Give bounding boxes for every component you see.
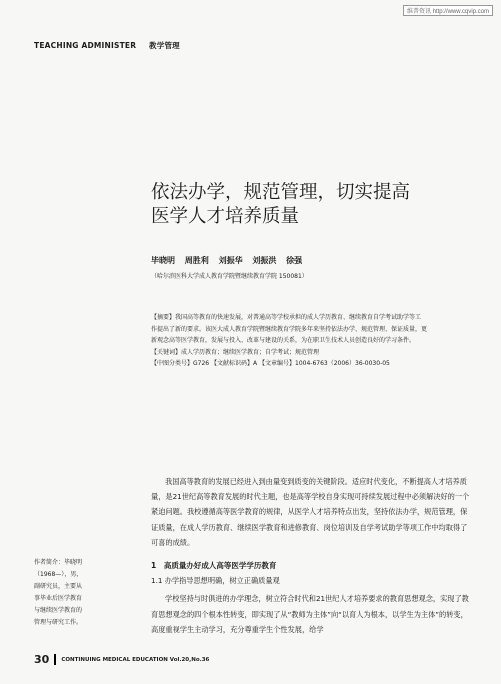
author-note-line: 副研究员，主要从 xyxy=(34,583,83,590)
running-header xyxy=(34,40,180,51)
lead-paragraph: 我国高等教育的发展已经进入到由量变到质变的关键阶段。适应时代变化，不断提高人才培养质量，是21世纪高等教育发展的时代主题，也是高等学校自身实现可持续发展过程中必须解决好的一个紧迫问题。我校遵循高等医学教育的规律，从医学人才培养特点出发，坚持依法办学，规范管理，保证质量，在成人学历教育、继续医学教育和进修教育、岗位培训及自学考试助学等项工作中均取得了可喜的成绩。 xyxy=(151,477,470,547)
author-note xyxy=(34,557,124,629)
abstract-line: 新观念高等医学教育，发展与投入、改革与建设的关系，为在职卫生技术人员创造良好的学习条件。 xyxy=(151,337,416,344)
journal-section-label: TEACHING ADMINISTER xyxy=(34,41,137,50)
watermark-label: 维普资讯 http://www.cqvip.com xyxy=(403,5,493,16)
keywords-line: 【关键词】成人学历教育；继续医学教育；自学考试；规范管理 xyxy=(151,348,320,356)
author-note-line: 管理与研究工作。 xyxy=(34,619,83,626)
title-line: 依法办学，规范管理，切实提高 xyxy=(151,182,411,203)
article-title xyxy=(151,181,410,229)
author-list: 毕晓明 周胜利 刘振华 刘振洪 徐强 xyxy=(151,256,303,265)
abstract-line: 【摘要】我国高等教育的快速发展，对普通高等学校承担的成人学历教育、继续教育自学考试助学等工 xyxy=(151,314,422,321)
classification-line: 【中图分类号】G726 【文献标识码】A 【文章编号】1004-6763（2006）36-0030-05 xyxy=(151,360,390,367)
footer-journal-label: CONTINUING MEDICAL EDUCATION Vol.20,No.36 xyxy=(61,656,210,663)
author-note-line: 与继续医学教育的 xyxy=(34,607,83,614)
page-number: 30 xyxy=(34,653,50,666)
body-paragraph: 学校坚持与时俱进的办学理念，树立符合时代和21世纪人才培养要求的教育思想观念，实现了教育思想观念的四个根本性转变，即实现了从“教师为主体”向“以育人为根本，以学生为主体”的转变，高度重视学生主动学习，充分尊重学生个性发展，给学 xyxy=(151,594,469,635)
footer-divider xyxy=(54,654,56,665)
author-note-line: 作者简介：毕晓明 xyxy=(34,559,83,566)
author-note-line: （1968—），男， xyxy=(34,571,83,578)
section-heading: 1 高质量办好成人高等医学学历教育 xyxy=(151,561,277,570)
affiliation: （哈尔滨医科大学成人教育学院暨继续教育学院 150081） xyxy=(151,273,308,280)
subsection-heading: 1.1 办学指导思想明确，树立正确质量观 xyxy=(151,576,280,585)
page-footer xyxy=(34,653,209,666)
section-label-cn: 教学管理 xyxy=(149,41,180,50)
title-line: 医学人才培养质量 xyxy=(151,206,300,227)
author-note-line: 事毕业后医学教育 xyxy=(34,595,83,602)
abstract-line: 作提出了新的要求。该医大成人教育学院暨继续教育学院多年来坚持依法办学、规范管理、保证质量，更 xyxy=(151,325,428,333)
abstract-block xyxy=(151,312,473,370)
